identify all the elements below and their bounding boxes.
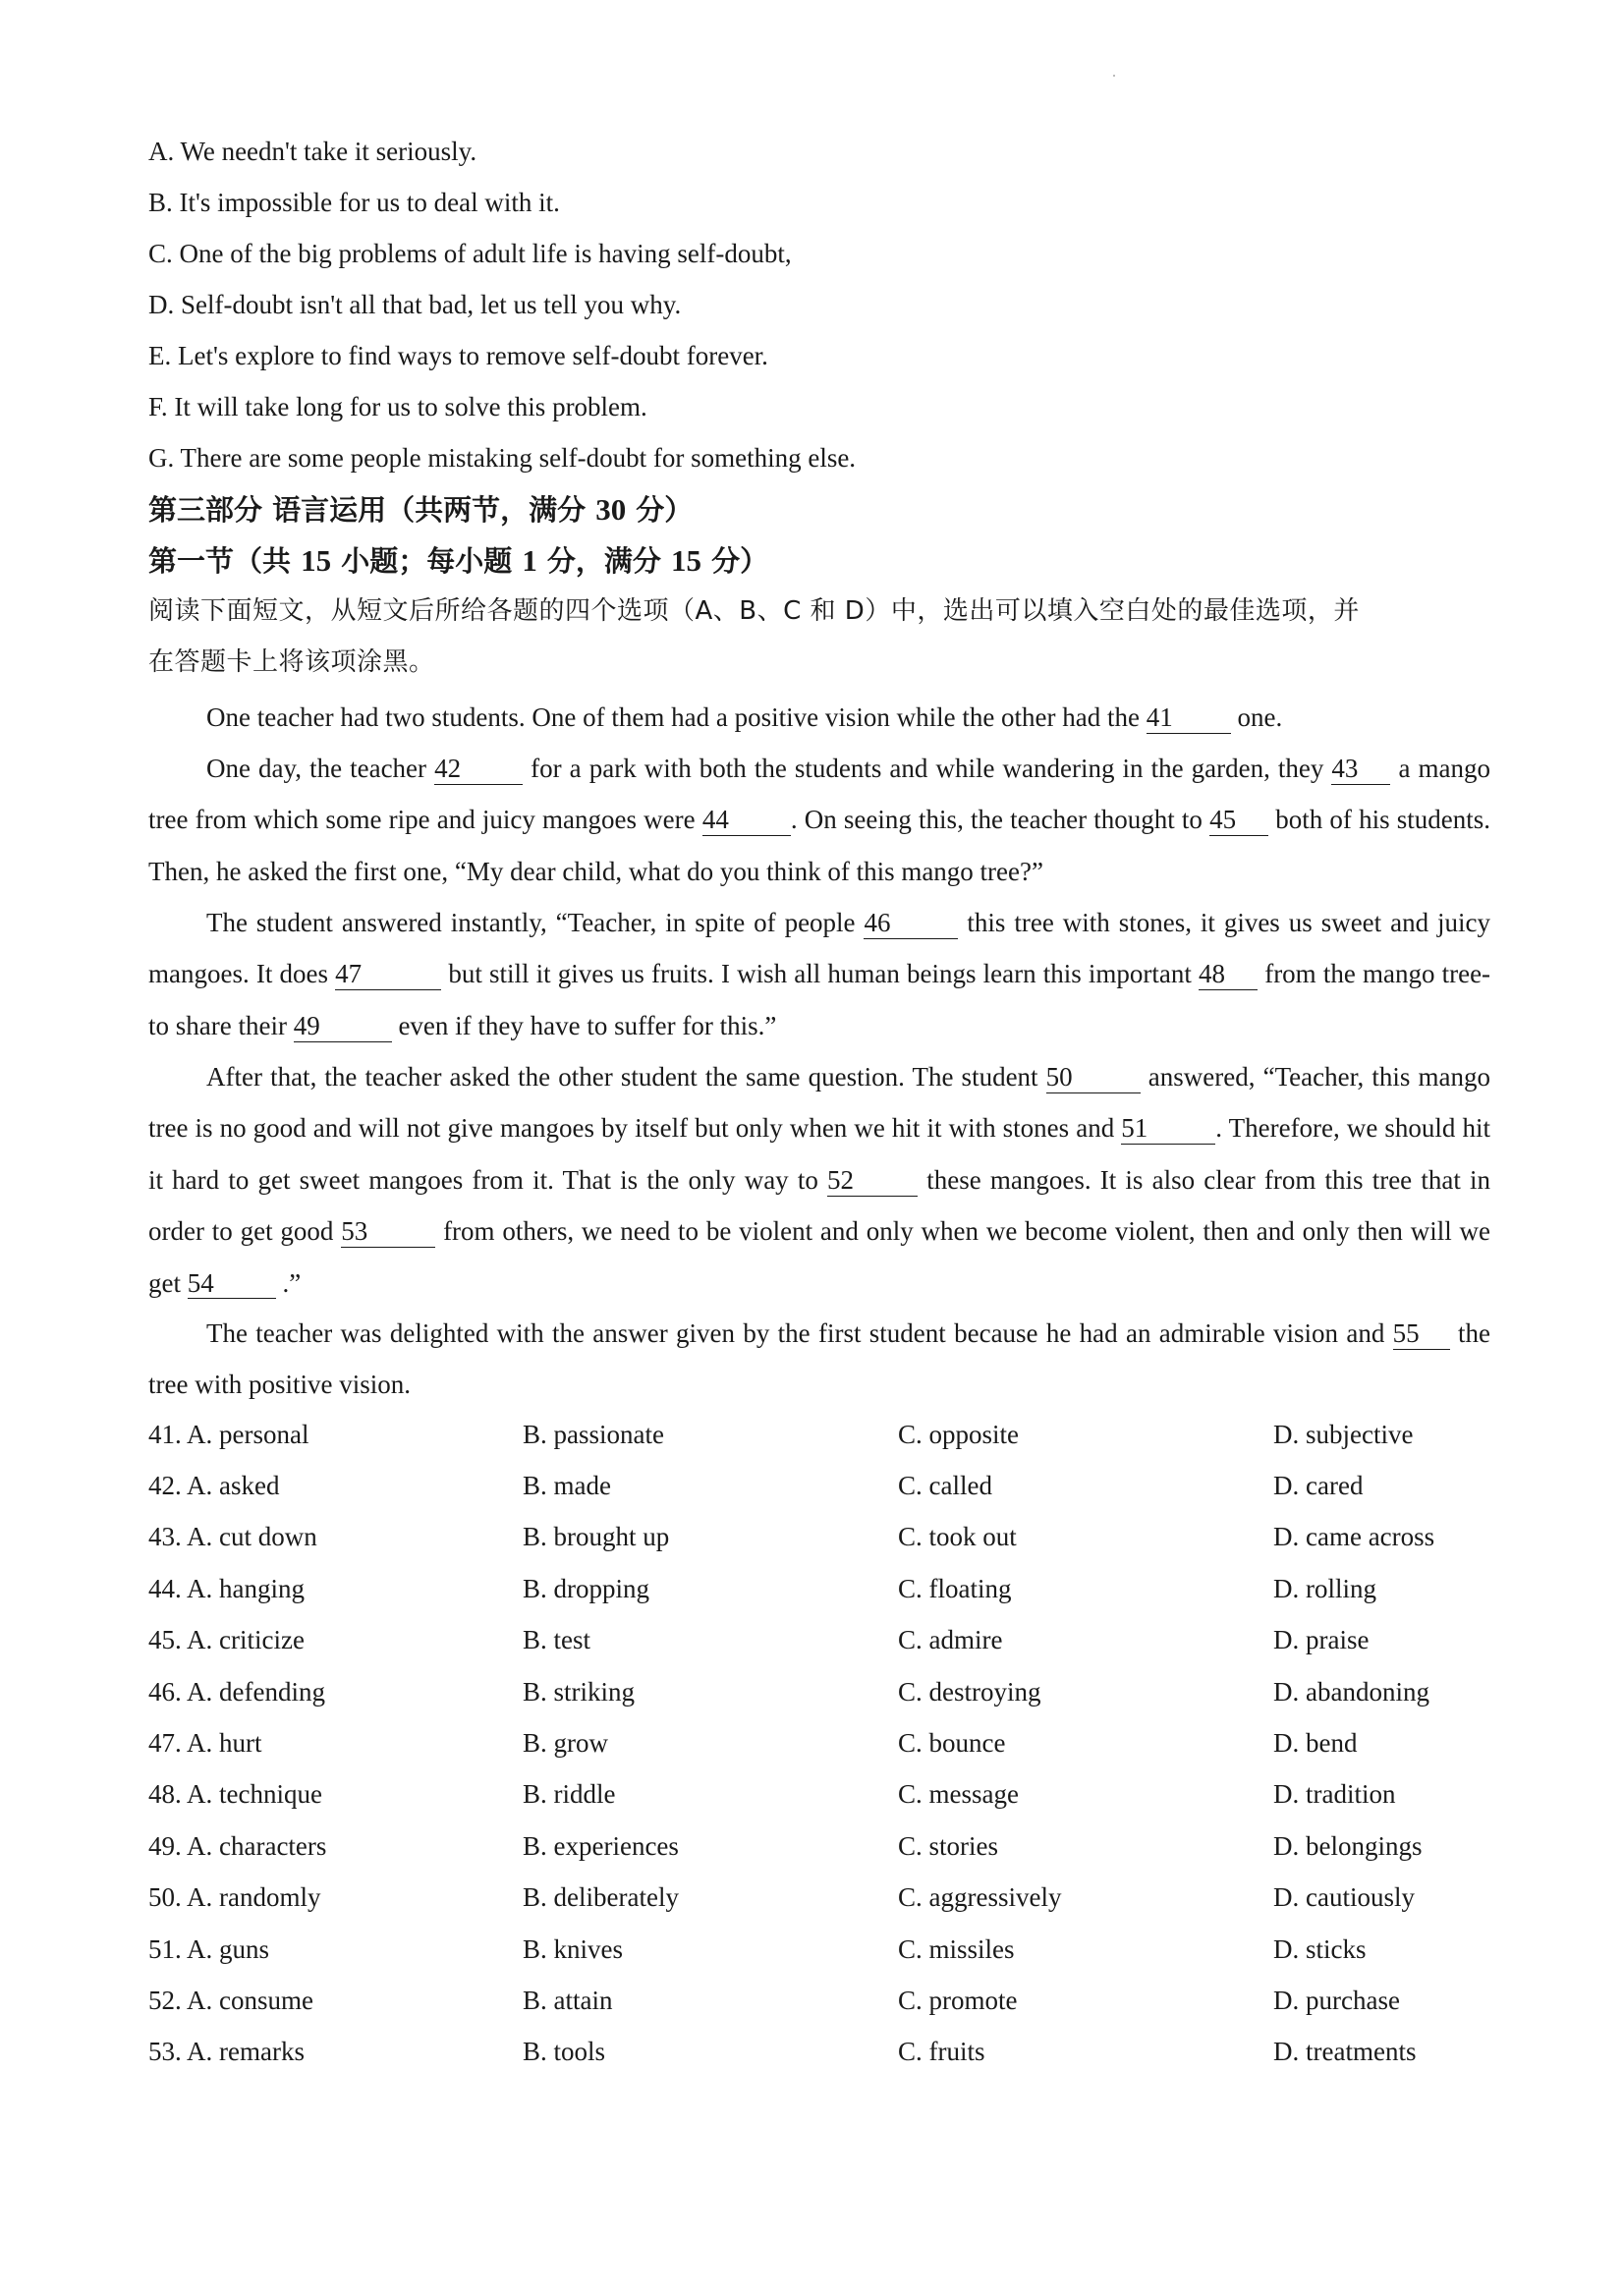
passage-text: One teacher had two students. One of them had a positive vision while the other had the [206, 702, 1140, 732]
passage-text: for a park with both the students and while wandering in the garden, they [523, 754, 1324, 783]
option-d: D. sticks [1273, 1933, 1367, 1964]
question-row [148, 1717, 1494, 1768]
passage-paragraph-1 [148, 692, 1490, 743]
option-c: C. took out [898, 1522, 1017, 1552]
option-b: B. made [523, 1471, 611, 1501]
option-c: C. admire [898, 1625, 1003, 1655]
option-b: B. grow [523, 1728, 608, 1759]
option-b: B. attain [523, 1985, 613, 2015]
option-d: D. bend [1273, 1728, 1358, 1759]
passage-paragraph-5 [148, 1308, 1490, 1411]
section1-heading-part: 小题；每小题 [331, 544, 523, 578]
passage-text: . Therefore, we should hit it hard to get sweet mangoes from it. That is the only way to [148, 1113, 1490, 1195]
question-row [148, 1563, 1494, 1614]
blank-46: 46 [864, 909, 958, 939]
question-row [148, 1975, 1494, 2026]
passage-paragraph-2 [148, 743, 1490, 897]
blank-47: 47 [335, 960, 441, 990]
blank-49: 49 [294, 1012, 392, 1042]
question-row [148, 1873, 1494, 1924]
passage-text: from others, we need to be violent and only when we become violent, then and only then will we get [148, 1216, 1491, 1298]
question-row [148, 1512, 1494, 1563]
section1-heading-part: 分） [701, 544, 769, 578]
blank-43: 43 [1331, 755, 1390, 785]
blank-53: 53 [341, 1217, 435, 1248]
option-line-c: C. One of the big problems of adult life is having self-doubt, [148, 239, 792, 268]
passage-text: but still it gives us fruits. I wish all human beings learn this important [441, 959, 1192, 989]
question-row [148, 1615, 1494, 1666]
option-line-f: F. It will take long for us to solve this problem. [148, 392, 647, 421]
option-b: B. knives [523, 1933, 624, 1964]
option-a: 48. A. technique [148, 1779, 322, 1810]
option-d: D. tradition [1273, 1779, 1396, 1810]
blank-50: 50 [1046, 1063, 1141, 1093]
option-line-g: G. There are some people mistaking self-doubt for something else. [148, 443, 857, 473]
option-a: 51. A. guns [148, 1933, 270, 1964]
option-c: C. called [898, 1471, 992, 1501]
section1-heading-total: 15 [671, 543, 702, 578]
passage-text: one. [1230, 702, 1283, 732]
option-a: 45. A. criticize [148, 1625, 305, 1655]
section1-heading-per-score: 1 [522, 543, 537, 578]
option-a: 41. A. personal [148, 1419, 309, 1449]
part3-heading-score: 30 [595, 492, 627, 527]
option-b: B. test [523, 1625, 591, 1655]
option-c: C. aggressively [898, 1882, 1062, 1913]
option-d: D. subjective [1273, 1419, 1414, 1449]
question-row [148, 1769, 1494, 1820]
part3-heading [148, 494, 693, 525]
option-c: C. promote [898, 1985, 1018, 2015]
section1-heading-part: 分，满分 [536, 544, 672, 578]
blank-54: 54 [188, 1269, 276, 1300]
question-row [148, 1820, 1494, 1872]
passage-text: from the mango tree-to share their [148, 959, 1491, 1040]
option-a: 47. A. hurt [148, 1728, 262, 1759]
option-a: 44. A. hanging [148, 1573, 305, 1603]
option-b: B. dropping [523, 1573, 650, 1603]
blank-42: 42 [434, 755, 523, 785]
option-d: D. abandoning [1273, 1676, 1429, 1707]
option-a: 49. A. characters [148, 1830, 327, 1861]
option-b: B. tools [523, 2037, 606, 2067]
passage-text: these mangoes. It is also clear from this tree that in order to get good [148, 1164, 1490, 1247]
option-line-b: B. It's impossible for us to deal with it. [148, 188, 560, 217]
option-d: D. belongings [1273, 1830, 1423, 1861]
option-c: C. floating [898, 1573, 1012, 1603]
option-d: D. came across [1273, 1522, 1435, 1552]
scan-speck [1113, 75, 1115, 77]
option-d: D. cautiously [1273, 1882, 1415, 1913]
option-a: 52. A. consume [148, 1985, 313, 2015]
option-c: C. message [898, 1779, 1019, 1810]
passage-text: The student answered instantly, “Teacher, in spite of people [206, 908, 856, 937]
blank-48: 48 [1199, 960, 1258, 990]
blank-55: 55 [1393, 1319, 1450, 1350]
option-c: C. missiles [898, 1933, 1015, 1964]
option-b: B. riddle [523, 1779, 616, 1810]
part3-heading-prefix: 第三部分 语言运用（共两节，满分 [148, 493, 596, 527]
question-row [148, 1460, 1494, 1511]
answer-options-body [148, 1409, 1494, 2078]
option-a: 46. A. defending [148, 1676, 325, 1707]
passage-text: a mango tree from which some ripe and juicy mangoes were [148, 754, 1491, 835]
passage-text: .” [275, 1267, 302, 1298]
option-c: C. opposite [898, 1419, 1020, 1449]
instruction-line-2: 在答题卡上将该项涂黑。 [148, 647, 435, 677]
passage-paragraph-3 [148, 897, 1490, 1051]
option-d: D. treatments [1273, 2037, 1417, 2067]
section1-heading-part: 第一节（共 [148, 544, 302, 578]
passage-text: even if they have to suffer for this.” [391, 1010, 777, 1040]
option-b: B. striking [523, 1676, 636, 1707]
blank-41: 41 [1147, 703, 1231, 734]
option-c: C. stories [898, 1830, 999, 1861]
passage-text: this tree with stones, it gives us sweet and juicy mangoes. It does [148, 908, 1491, 989]
option-a: 50. A. randomly [148, 1882, 321, 1913]
option-b: B. deliberately [523, 1882, 679, 1913]
option-b: B. passionate [523, 1419, 664, 1449]
passage-text: both of his students. Then, he asked the first one, “My dear child, what do you think of this mango tree?” [148, 805, 1491, 886]
passage-text: The teacher was delighted with the answer given by the first student because he had an admirable vision and [206, 1318, 1393, 1348]
passage-text: answered, “Teacher, this mango tree is no good and will not give mangoes by itself but only when we hit it with stones and [148, 1062, 1490, 1144]
option-b: B. experiences [523, 1830, 679, 1861]
option-d: D. cared [1273, 1471, 1364, 1501]
passage-paragraph-4 [148, 1051, 1490, 1309]
blank-45: 45 [1209, 806, 1268, 836]
passage-text: After that, the teacher asked the other student the same question. The student [206, 1062, 1038, 1092]
part3-heading-suffix: 分） [626, 493, 694, 527]
blank-52: 52 [827, 1166, 918, 1197]
option-line-a: A. We needn't take it seriously. [148, 137, 477, 166]
answer-options-table [148, 1409, 1494, 2078]
option-c: C. fruits [898, 2037, 985, 2067]
option-a: 53. A. remarks [148, 2037, 305, 2067]
option-d: D. rolling [1273, 1573, 1376, 1603]
option-c: C. destroying [898, 1676, 1041, 1707]
option-line-e: E. Let's explore to find ways to remove self-doubt forever. [148, 341, 768, 370]
blank-44: 44 [702, 806, 791, 836]
instruction-line-1: 阅读下面短文，从短文后所给各题的四个选项（A、B、C 和 D）中，选出可以填入空白处的最佳选项，并 [148, 596, 1360, 626]
passage-text: the tree with positive vision. [148, 1318, 1490, 1400]
option-line-d: D. Self-doubt isn't all that bad, let us tell you why. [148, 290, 682, 319]
question-row [148, 1924, 1494, 1975]
question-row [148, 1666, 1494, 1717]
passage-text: One day, the teacher [206, 754, 427, 783]
section1-heading [148, 545, 768, 576]
section1-heading-count: 15 [301, 543, 332, 578]
option-d: D. praise [1273, 1625, 1370, 1655]
question-row [148, 2027, 1494, 2078]
passage-text: . On seeing this, the teacher thought to [790, 805, 1203, 835]
question-row [148, 1409, 1494, 1460]
blank-51: 51 [1121, 1114, 1215, 1145]
option-c: C. bounce [898, 1728, 1006, 1759]
option-b: B. brought up [523, 1522, 670, 1552]
option-a: 43. A. cut down [148, 1522, 317, 1552]
option-a: 42. A. asked [148, 1471, 280, 1501]
option-d: D. purchase [1273, 1985, 1400, 2015]
